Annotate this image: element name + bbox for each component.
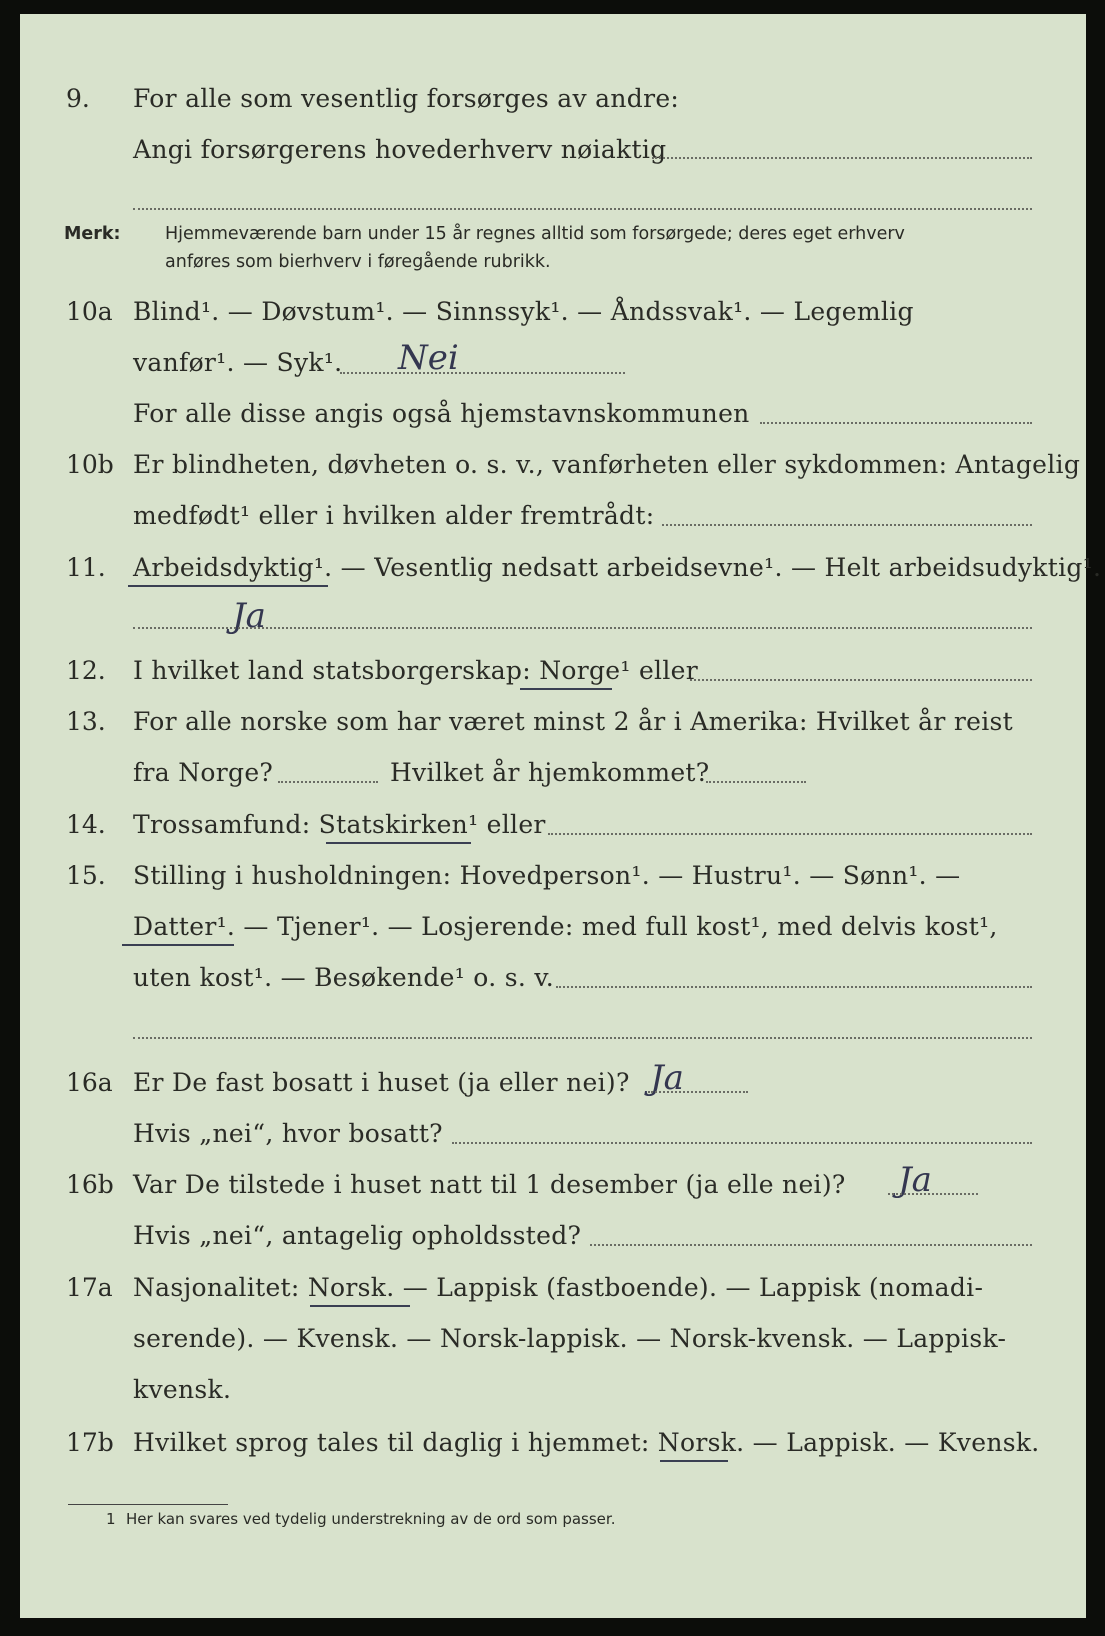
q13-number: 13. — [66, 707, 106, 736]
q9-answer-line-2 — [133, 208, 1032, 210]
q11-answer-line — [133, 627, 1032, 629]
q15-answer-line-2 — [133, 1037, 1032, 1039]
q10b-line1: Er blindheten, døvheten o. s. v., vanførheten eller sykdommen: Antagelig — [133, 450, 1081, 479]
q16b-location-line — [590, 1244, 1032, 1246]
q11-line1: Arbeidsdyktig¹. — Vesentlig nedsatt arbeidsevne¹. — Helt arbeidsudyktig¹. — [133, 553, 1102, 582]
q16b-answer-line — [888, 1193, 978, 1195]
q11-handwritten-answer: Ja — [232, 596, 266, 636]
q12-answer-line — [690, 679, 1032, 681]
q10a-number: 10a — [66, 297, 113, 326]
q13-line2a: fra Norge? — [133, 758, 274, 787]
q16a-line1: Er De fast bosatt i huset (ja eller nei)? — [133, 1068, 630, 1097]
q15-answer-line — [556, 986, 1032, 988]
q16a-location-line — [452, 1142, 1032, 1144]
q9-line1: For alle som vesentlig forsørges av andre: — [133, 84, 680, 113]
q10a-line3: For alle disse angis også hjemstavnskommunen — [133, 399, 750, 428]
q14-number: 14. — [66, 810, 106, 839]
q16b-line1: Var De tilstede i huset natt til 1 desember (ja elle nei)? — [133, 1170, 846, 1199]
q17a-line1: Nasjonalitet: Norsk. — Lappisk (fastboende). — Lappisk (nomadi- — [133, 1273, 984, 1302]
q10a-line2: vanfør¹. — Syk¹. — [133, 348, 343, 377]
q12-underline — [520, 688, 612, 690]
q15-number: 15. — [66, 861, 106, 890]
q16a-number: 16a — [66, 1068, 113, 1097]
q17b-line1: Hvilket sprog tales til daglig i hjemmet: Norsk. — Lappisk. — Kvensk. — [133, 1428, 1040, 1457]
q11-underline — [128, 585, 328, 587]
q13-year-return-line — [706, 781, 806, 783]
q13-year-left-line — [278, 781, 378, 783]
q12-number: 12. — [66, 656, 106, 685]
q10b-number: 10b — [66, 450, 114, 479]
q12-line1: I hvilket land statsborgerskap: Norge¹ eller — [133, 656, 698, 685]
q16a-line2: Hvis „nei“, hvor bosatt? — [133, 1119, 443, 1148]
merk-label: Merk: — [64, 224, 121, 244]
q17a-line2: serende). — Kvensk. — Norsk-lappisk. — Norsk-kvensk. — Lappisk- — [133, 1324, 1007, 1353]
q14-underline — [326, 842, 471, 844]
q16b-number: 16b — [66, 1170, 114, 1199]
q10b-line2: medfødt¹ eller i hvilken alder fremtrådt: — [133, 501, 655, 530]
q16b-handwritten-answer: Ja — [898, 1160, 932, 1200]
q16a-handwritten-answer: Ja — [650, 1058, 684, 1098]
q13-line1: For alle norske som har været minst 2 år i Amerika: Hvilket år reist — [133, 707, 1014, 736]
q14-answer-line — [548, 833, 1032, 835]
footnote-text: Her kan svares ved tydelig understrekning av de ord som passer. — [126, 1510, 616, 1528]
q10a-line1: Blind¹. — Døvstum¹. — Sinnssyk¹. — Åndssvak¹. — Legemlig — [133, 297, 914, 326]
q10b-answer-line — [662, 524, 1032, 526]
q16a-answer-line — [648, 1091, 748, 1093]
q10a-answer-line — [340, 372, 625, 374]
q17a-number: 17a — [66, 1273, 113, 1302]
merk-line1: Hjemmeværende barn under 15 år regnes alltid som forsørgede; deres eget erhverv — [165, 224, 905, 244]
q9-number: 9. — [66, 84, 90, 113]
q13-line2b: Hvilket år hjemkommet? — [390, 758, 710, 787]
q11-number: 11. — [66, 553, 106, 582]
q17b-underline — [660, 1460, 728, 1462]
q15-underline — [122, 944, 234, 946]
q17b-number: 17b — [66, 1428, 114, 1457]
q14-line1: Trossamfund: Statskirken¹ eller — [133, 810, 546, 839]
q9-answer-line — [652, 157, 1032, 159]
q17a-underline — [310, 1305, 410, 1307]
q10a-hometown-line — [760, 422, 1032, 424]
q17a-line3: kvensk. — [133, 1375, 232, 1404]
merk-line2: anføres som bierhverv i føregående rubrikk. — [165, 252, 551, 272]
q15-line1: Stilling i husholdningen: Hovedperson¹. — Hustru¹. — Sønn¹. — — [133, 861, 961, 890]
footnote-mark: 1 — [106, 1510, 116, 1528]
q10a-handwritten-answer: Nei — [398, 338, 459, 378]
q15-line3: uten kost¹. — Besøkende¹ o. s. v. — [133, 963, 555, 992]
q16b-line2: Hvis „nei“, antagelig opholdssted? — [133, 1221, 582, 1250]
q9-line2: Angi forsørgerens hovederhverv nøiaktig — [133, 135, 667, 164]
footnote-rule — [68, 1504, 228, 1505]
q15-line2: Datter¹. — Tjener¹. — Losjerende: med full kost¹, med delvis kost¹, — [133, 912, 998, 941]
